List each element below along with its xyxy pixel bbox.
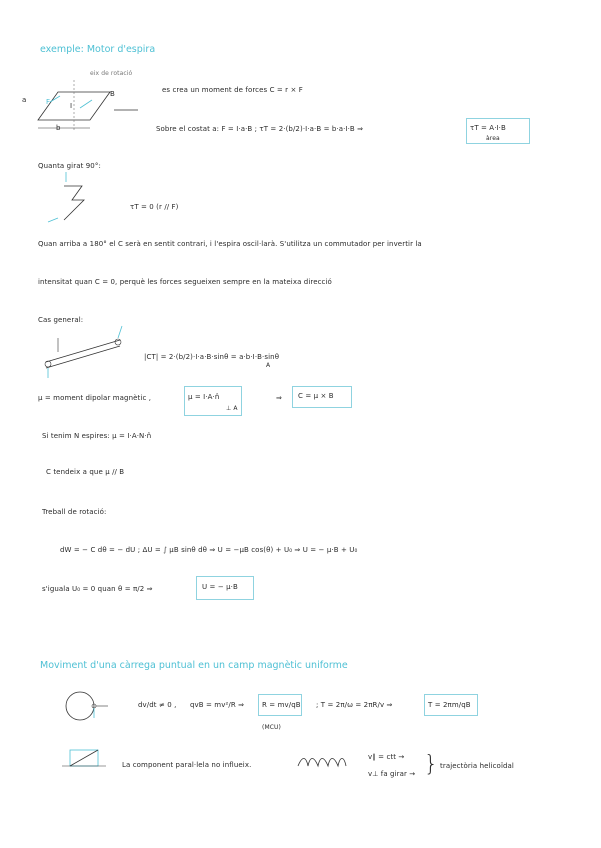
general-area-note: A [266,362,271,369]
mu-box-text: μ = I·A·n̂ [188,393,220,401]
passa180-line: Quan arriba a 180° el C serà en sentit contrari, i l'espira oscil·larà. S'utilitza un commutador per invertir la [38,240,422,248]
c-box-text: C = μ × B [298,392,334,400]
arrow-implies: ⇒ [276,394,282,402]
quanta-line: Quanta girat 90°: [38,162,101,170]
rotated-loop-diagram [44,178,104,228]
circular-motion-diagram [62,688,122,728]
costat-box-note: àrea [486,135,500,142]
brace: } [424,752,439,777]
periode-line: ; T = 2π/ω = 2πR/v ⇒ [316,701,393,709]
loop-diagram [20,70,140,140]
tau-zero-line: τT = 0 (r // F) [130,203,179,211]
costat-box-text: τT = A·I·B [470,124,506,132]
intensitat-line: intensitat quan C = 0, perquè les forces segueixen sempre en la mateixa direcció [38,278,332,286]
costat-line: Sobre el costat a: F = I·a·B ; τT = 2·(b/2)·I·a·B = b·a·I·B ⇒ [156,125,364,133]
iguala-line: s'iguala U₀ = 0 quan θ = π/2 ⇒ [42,585,153,593]
fig1-label-b: b [56,124,61,132]
espires-line: Si tenim N espires: μ = I·A·N·n̂ [42,432,152,440]
helix-sketch [296,756,346,772]
treball-line: Treball de rotació: [42,508,107,516]
cas-general-line: Cas general: [38,316,84,324]
vpar-line: v∥ = ctt → [368,753,405,761]
tendeix-line: C tendeix a que μ // B [46,468,125,476]
u-box-text: U = − μ·B [202,583,238,591]
torque-line: es crea un moment de forces C = r × F [162,86,303,94]
qvb-line: qvB = mv²/R ⇒ [190,701,245,709]
velocity-diagram [60,742,110,772]
mcu-note: (MCU) [262,724,281,731]
dv-dt-line: dv/dt ≠ 0 , [138,701,177,709]
heading-example: exemple: Motor d'espira [40,44,156,55]
moment-dipolar-line: μ = moment dipolar magnètic , [38,394,152,402]
fig1-label-B: B [110,90,115,98]
axis-label: eix de rotació [90,70,133,77]
r-box-text: R = mv/qB [262,701,301,709]
fig1-label-a: a [22,96,27,104]
fig1-label-I: I [70,102,73,110]
heading-uniform: Moviment d'una càrrega puntual en un camp magnètic uniforme [40,660,348,671]
mu-box-note: ⊥ A [226,405,238,412]
paral-line: La component paral·lela no influeix. [122,761,252,769]
general-formula: |CT| = 2·(b/2)·I·a·B·sinθ = a·b·I·B·sinθ [144,353,280,361]
general-case-diagram [40,326,140,376]
energia-line: dW = − C dθ = − dU ; ΔU = ∫ μB sinθ dθ ⇒ U = −μB cos(θ) + U₀ ⇒ U = − μ·B + U₀ [60,546,358,554]
helicoidal-line: trajectòria helicoïdal [440,762,514,770]
vperp-line: v⊥ fa girar → [368,770,416,778]
fig1-label-F: F [46,98,51,106]
t-box-text: T = 2πm/qB [428,701,471,709]
